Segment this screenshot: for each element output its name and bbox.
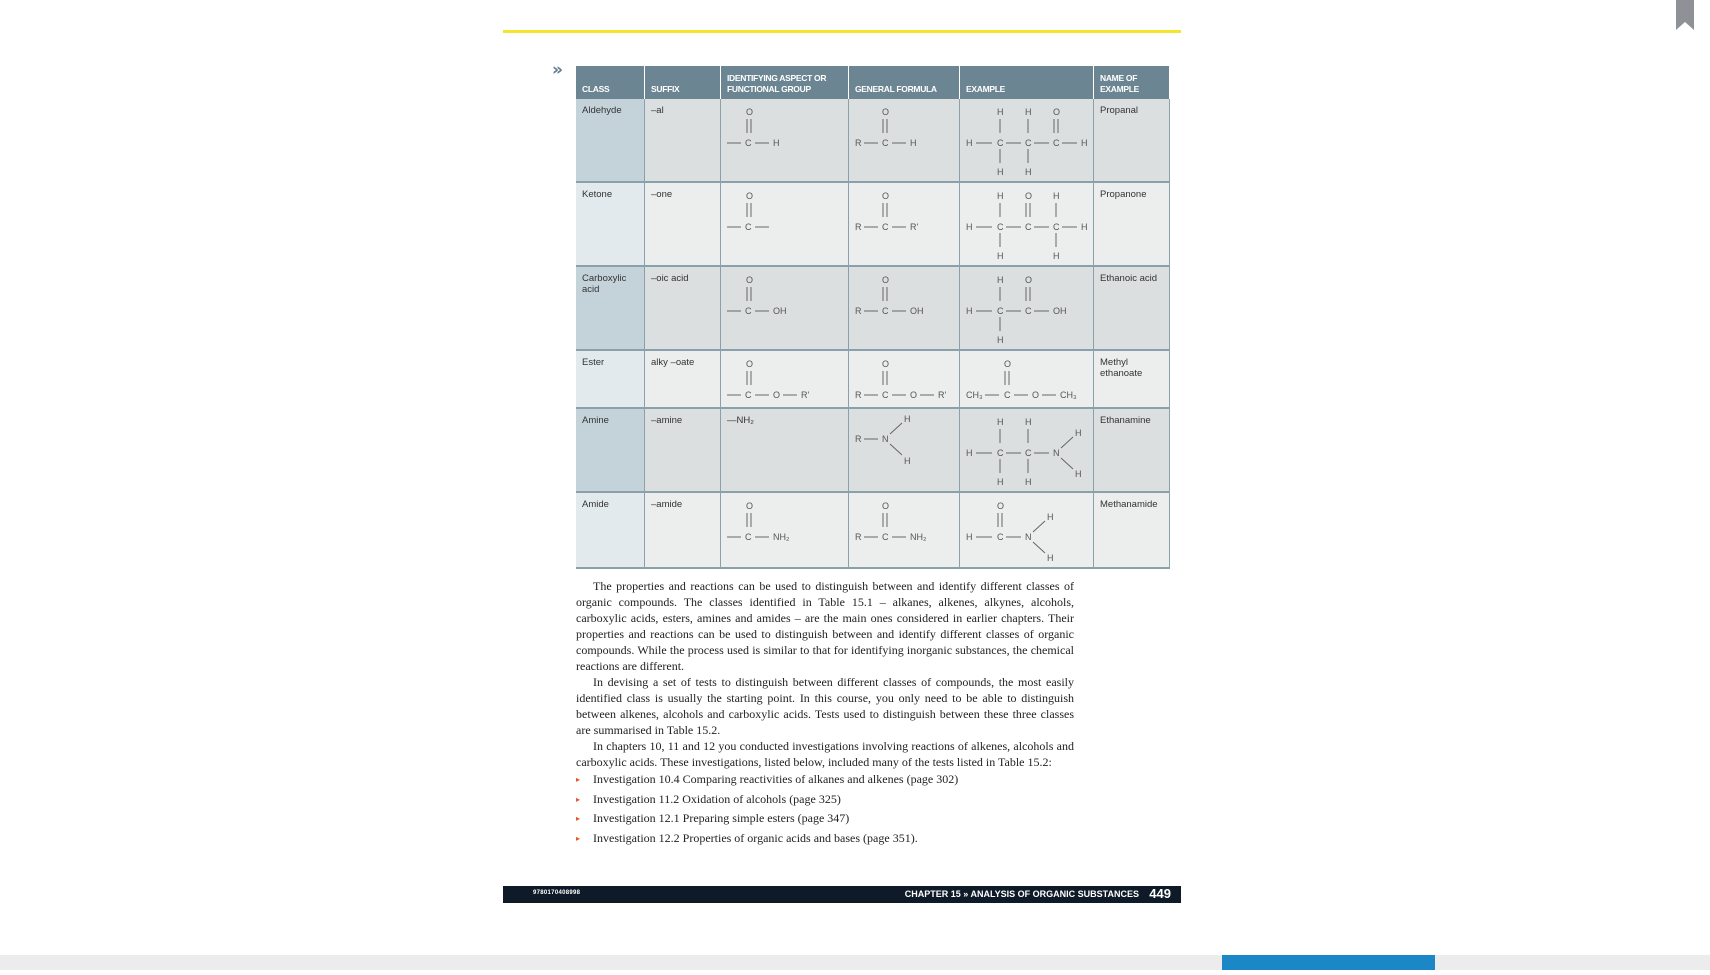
list-item-text: Investigation 11.2 Oxidation of alcohols (page 325) [593, 791, 841, 806]
example-name-cell: Methanamide [1094, 492, 1170, 568]
functional-group-cell [721, 99, 849, 182]
svg-text:C: C [882, 532, 889, 542]
svg-text:H: H [1081, 138, 1088, 148]
example-cell [960, 99, 1094, 182]
general-formula-cell [849, 99, 960, 182]
svg-text:H: H [1047, 512, 1054, 522]
svg-text:C: C [1025, 222, 1032, 232]
scrollbar-thumb[interactable] [1222, 955, 1435, 970]
body-text [576, 578, 1074, 848]
methanamide-structure [960, 493, 1093, 567]
svg-text:O: O [746, 501, 754, 511]
list-item-text: Investigation 12.1 Preparing simple esters (page 347) [593, 811, 850, 825]
class-cell: Amide [576, 492, 645, 568]
svg-text:H: H [1053, 191, 1060, 201]
propanal-structure [960, 99, 1093, 181]
example-cell [960, 408, 1094, 492]
svg-text:H: H [1025, 477, 1032, 487]
svg-text:C: C [882, 306, 889, 316]
class-cell: Ester [576, 350, 645, 408]
book-page [503, 0, 1181, 910]
example-cell [960, 492, 1094, 568]
svg-text:C: C [1053, 138, 1060, 148]
svg-text:C: C [1025, 138, 1032, 148]
svg-text:O: O [882, 107, 890, 117]
general-formula-cell [849, 408, 960, 492]
svg-text:OH: OH [1053, 306, 1067, 316]
svg-text:C: C [745, 306, 752, 316]
aldehyde-general-structure [849, 99, 959, 181]
svg-text:C: C [745, 222, 752, 232]
table-row [576, 408, 1170, 492]
class-cell: Carboxylic acid [576, 266, 645, 350]
svg-text:C: C [882, 390, 889, 400]
svg-text:O: O [1032, 390, 1040, 400]
svg-text:H: H [1025, 107, 1032, 117]
svg-text:H: H [997, 417, 1004, 427]
svg-text:O: O [773, 390, 781, 400]
svg-text:H: H [904, 456, 911, 466]
svg-text:R: R [855, 306, 862, 316]
svg-text:C: C [745, 390, 752, 400]
bullet-icon: ▸ [576, 814, 581, 823]
svg-text:O: O [910, 390, 918, 400]
investigation-list [576, 770, 1074, 848]
svg-text:O: O [882, 359, 890, 369]
svg-text:C: C [997, 532, 1004, 542]
svg-text:O: O [1025, 191, 1033, 201]
svg-text:O: O [746, 359, 754, 369]
suffix-cell: –one [645, 182, 721, 266]
svg-text:H: H [1053, 251, 1060, 261]
svg-text:R: R [855, 390, 862, 400]
table-row [576, 492, 1170, 568]
table-row [576, 350, 1170, 408]
chevron-icon: » [552, 60, 563, 80]
svg-text:O: O [1053, 107, 1061, 117]
svg-text:C: C [997, 306, 1004, 316]
list-item [576, 809, 1074, 829]
functional-group-cell [721, 266, 849, 350]
svg-text:H: H [997, 477, 1004, 487]
functional-group-cell [721, 350, 849, 408]
aldehyde-group-structure [721, 99, 848, 181]
svg-text:C: C [745, 532, 752, 542]
svg-text:C: C [1025, 306, 1032, 316]
header-general-formula: GENERAL FORMULA [849, 66, 960, 99]
svg-text:C: C [997, 448, 1004, 458]
svg-text:C: C [1025, 448, 1032, 458]
functional-group-cell: —NH₂ [721, 408, 849, 492]
svg-text:R: R [855, 532, 862, 542]
table-row [576, 182, 1170, 266]
isbn: 9780170408998 [533, 890, 581, 896]
chapter-title: CHAPTER 15 » ANALYSIS OF ORGANIC SUBSTANCES [904, 889, 1139, 899]
ethanoic-acid-structure [960, 267, 1093, 349]
svg-text:H: H [910, 138, 917, 148]
paragraph: In chapters 10, 11 and 12 you conducted investigations involving reactions of alkenes, alcohols and carboxylic acids. These investigations, listed below, included many of the tests listed in Table 15.2: [576, 739, 1074, 769]
svg-text:H: H [997, 335, 1004, 345]
header-suffix: SUFFIX [645, 66, 721, 99]
methyl-ethanoate-structure [960, 351, 1093, 407]
ethanamine-structure [960, 409, 1093, 491]
header-example-name: NAME OF EXAMPLE [1094, 66, 1170, 99]
class-cell: Amine [576, 408, 645, 492]
suffix-cell: –amide [645, 492, 721, 568]
paragraph: The properties and reactions can be used to distinguish between and identify different classes of organic compounds. The classes identified in Table 15.1 – alkanes, alkenes, alkynes, alcohols, carboxylic acids, esters, amines and amides – are the main ones considered in earlier chapters. Their properties and reactions can be used to distinguish between and identify different classes of organic compounds. While the process used is similar to that for identifying inorganic substances, the chemical reactions are different. [576, 579, 1074, 673]
svg-text:H: H [966, 138, 973, 148]
svg-text:H: H [966, 222, 973, 232]
example-name-cell: Ethanamine [1094, 408, 1170, 492]
svg-text:C: C [1004, 390, 1011, 400]
svg-text:H: H [997, 251, 1004, 261]
functional-group-cell [721, 492, 849, 568]
svg-text:H: H [1075, 469, 1082, 479]
general-formula-cell [849, 350, 960, 408]
svg-text:H: H [773, 138, 780, 148]
svg-text:R: R [855, 222, 862, 232]
table-row [576, 99, 1170, 182]
svg-text:H: H [966, 306, 973, 316]
functional-group-cell [721, 182, 849, 266]
page-number: 449 [1149, 886, 1171, 901]
svg-text:N: N [882, 434, 889, 444]
example-cell [960, 266, 1094, 350]
svg-text:H: H [997, 167, 1004, 177]
class-cell: Ketone [576, 182, 645, 266]
ketone-general-structure [849, 183, 959, 265]
header-functional-group: IDENTIFYING ASPECT OR FUNCTIONAL GROUP [721, 66, 849, 99]
propanone-structure [960, 183, 1093, 265]
horizontal-scrollbar[interactable] [0, 955, 1710, 970]
list-item [576, 790, 1074, 810]
svg-text:NH₂: NH₂ [773, 532, 790, 542]
organic-classes-table [576, 66, 1170, 569]
svg-text:R: R [855, 434, 862, 444]
amine-general-structure [849, 409, 959, 491]
class-cell: Aldehyde [576, 99, 645, 182]
paragraph: In devising a set of tests to distinguish between different classes of compounds, the most easily identified class is usually the starting point. In this course, you only need to be able to distinguish between alkenes, alcohols and carboxylic acids. Tests used to distinguish between these three classes are summarised in Table 15.2. [576, 675, 1074, 737]
bullet-icon: ▸ [576, 775, 581, 784]
amide-group-structure [721, 493, 848, 567]
svg-text:O: O [882, 501, 890, 511]
svg-text:C: C [1053, 222, 1060, 232]
svg-text:C: C [882, 222, 889, 232]
example-cell [960, 182, 1094, 266]
svg-text:H: H [997, 107, 1004, 117]
table-row [576, 266, 1170, 350]
suffix-cell: alky –oate [645, 350, 721, 408]
svg-text:H: H [966, 532, 973, 542]
header-example: EXAMPLE [960, 66, 1094, 99]
svg-text:NH₂: NH₂ [910, 532, 927, 542]
example-name-cell: Methyl ethanoate [1094, 350, 1170, 408]
svg-text:H: H [966, 448, 973, 458]
svg-text:H: H [997, 191, 1004, 201]
example-name-cell: Ethanoic acid [1094, 266, 1170, 350]
bullet-icon: ▸ [576, 833, 581, 843]
svg-text:O: O [746, 191, 754, 201]
amide-general-structure [849, 493, 959, 567]
general-formula-cell [849, 492, 960, 568]
svg-text:R': R' [801, 390, 810, 400]
carboxyl-group-structure [721, 267, 848, 349]
svg-text:N: N [1053, 448, 1060, 458]
svg-text:O: O [882, 275, 890, 285]
svg-text:O: O [1004, 359, 1012, 369]
svg-text:H: H [1081, 222, 1088, 232]
svg-text:N: N [1025, 532, 1032, 542]
carboxylic-general-structure [849, 267, 959, 349]
svg-text:R': R' [910, 222, 919, 232]
suffix-cell: –oic acid [645, 266, 721, 350]
svg-text:OH: OH [773, 306, 787, 316]
suffix-cell: –al [645, 99, 721, 182]
svg-text:O: O [746, 275, 754, 285]
svg-text:H: H [904, 414, 911, 424]
page-footer [503, 886, 1181, 903]
ester-group-structure [721, 351, 848, 407]
svg-text:R': R' [938, 390, 947, 400]
svg-text:C: C [745, 138, 752, 148]
svg-text:R: R [855, 138, 862, 148]
svg-text:C: C [997, 138, 1004, 148]
top-rule [503, 30, 1181, 33]
bullet-icon: ▸ [576, 794, 581, 804]
svg-text:O: O [746, 107, 754, 117]
header-class: CLASS [576, 66, 645, 99]
example-name-cell: Propanal [1094, 99, 1170, 182]
svg-text:CH₃: CH₃ [966, 390, 983, 400]
list-item [576, 770, 1074, 790]
suffix-cell: –amine [645, 408, 721, 492]
svg-text:H: H [1025, 417, 1032, 427]
ketone-group-structure [721, 183, 848, 265]
svg-text:O: O [882, 191, 890, 201]
svg-text:CH₃: CH₃ [1060, 390, 1077, 400]
svg-text:H: H [997, 275, 1004, 285]
svg-text:H: H [1047, 553, 1054, 563]
general-formula-cell [849, 182, 960, 266]
svg-text:H: H [1025, 167, 1032, 177]
ester-general-structure [849, 351, 959, 407]
svg-text:H: H [1075, 428, 1082, 438]
example-name-cell: Propanone [1094, 182, 1170, 266]
svg-text:OH: OH [910, 306, 924, 316]
example-cell [960, 350, 1094, 408]
bookmark-icon[interactable] [1676, 0, 1694, 30]
list-item-text: Investigation 12.2 Properties of organic acids and bases (page 351). [593, 830, 918, 845]
svg-text:C: C [882, 138, 889, 148]
list-item [576, 829, 1074, 849]
list-item-text: Investigation 10.4 Comparing reactivities of alkanes and alkenes (page 302) [593, 772, 959, 786]
svg-text:O: O [997, 501, 1005, 511]
svg-text:O: O [1025, 275, 1033, 285]
svg-text:C: C [997, 222, 1004, 232]
general-formula-cell [849, 266, 960, 350]
